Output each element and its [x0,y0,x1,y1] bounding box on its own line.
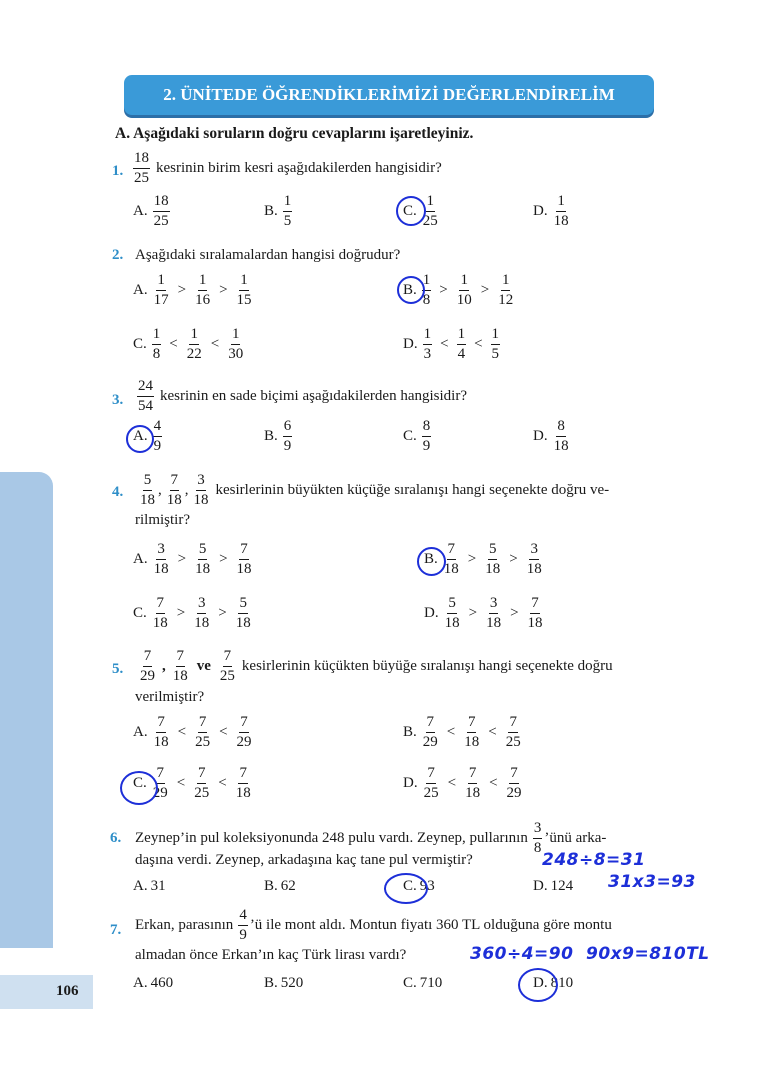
unit-title: 2. ÜNİTEDE ÖĞRENDİKLERİMİZİ DEĞERLENDİRELİM [163,85,615,104]
question-3-stem [135,378,467,415]
section-heading: A. Aşağıdaki soruların doğru cevaplarını işaretleyiniz. [115,125,474,142]
answer-circle-mark [384,873,428,904]
answer-circle-mark [397,276,425,304]
question-text: kesirlerinin küçükten büyüğe sıralanışı hangi seçenekte doğru [241,658,613,674]
question-text: Erkan, parasının [135,917,234,933]
answer-circle-mark [417,547,446,576]
question-text: Zeynep’in pul koleksiyonunda 248 pulu vardı. Zeynep, pullarının [135,830,528,846]
fraction: $\frac{18}{25}$ [134,150,149,186]
option-5c[interactable]: C. $\frac{7}{29}$ < $\frac{7}{25}$ < $\frac{7}{18}$ [133,765,251,801]
question-text-continued: almadan önce Erkan’ın kaç Türk lirası vardı? [135,947,407,963]
option-3c[interactable]: C. $\frac{8}{9}$ [403,418,431,454]
option-1a[interactable]: A. $\frac{18}{25}$ [133,193,169,229]
option-2a[interactable]: A. $\frac{1}{17}$ > $\frac{1}{16}$ > $\frac{1}{15}$ [133,272,252,308]
option-7d[interactable]: D. 810 [533,975,574,991]
option-2d[interactable]: D. $\frac{1}{3}$ < $\frac{1}{4}$ < $\frac{1}{5}$ [403,326,500,362]
question-number: 1. [112,163,124,179]
handwritten-note: 248÷8=31 [542,850,646,870]
option-1d[interactable]: D. $\frac{1}{18}$ [533,193,569,229]
answer-circle-mark [518,968,558,1002]
handwritten-note: 31x3=93 [608,872,696,892]
question-text: kesirlerinin büyükten küçüğe sıralanışı hangi seçenekte doğru ve- [215,482,610,498]
option-4c[interactable]: C. $\frac{7}{18}$ > $\frac{3}{18}$ > $\frac{5}{18}$ [133,595,251,631]
question-number: 4. [112,484,124,500]
option-5b[interactable]: B. $\frac{7}{29}$ < $\frac{7}{18}$ < $\frac{7}{25}$ [403,714,521,750]
answer-circle-mark [126,425,154,453]
question-number: 3. [112,392,124,408]
question-1-stem [131,150,442,187]
question-text-continued: rilmiştir? [135,512,190,528]
unit-banner [124,75,654,115]
page-number-box [0,975,93,1009]
question-number: 2. [112,247,124,263]
option-7c[interactable]: C. 710 [403,975,443,991]
question-number: 6. [110,830,122,846]
option-1c[interactable]: C. $\frac{1}{25}$ [403,193,438,229]
question-text: kesrinin birim kesri aşağıdakilerden hangisidir? [156,160,442,176]
option-1b[interactable]: B. $\frac{1}{5}$ [264,193,292,229]
page-number: 106 [56,983,79,999]
question-text: kesrinin en sade biçimi aşağıdakilerden hangisidir? [160,388,467,404]
option-6b[interactable]: B. 62 [264,878,296,894]
option-6a[interactable]: A. 31 [133,878,166,894]
option-7b[interactable]: B. 520 [264,975,304,991]
option-5d[interactable]: D. $\frac{7}{25}$ < $\frac{7}{18}$ < $\frac{7}{29}$ [403,765,522,801]
option-6c[interactable]: C. 93 [403,878,435,894]
option-5a[interactable]: A. $\frac{7}{18}$ < $\frac{7}{25}$ < $\frac{7}{29}$ [133,714,252,750]
question-5-stem: $\frac{7}{29}$ , $\frac{7}{18}$ ve $\frac{7}{25}$ kesirlerinin küçükten büyüğe sıralanışı hangi seçenekte doğru [140,648,613,684]
option-2b[interactable]: B. $\frac{1}{8}$ > $\frac{1}{10}$ > $\frac{1}{12}$ [403,272,514,308]
question-6-stem: Zeynep’in pul koleksiyonunda 248 pulu vardı. Zeynep, pullarının $\frac{3}{8}$ ’ünü arka- [135,820,607,856]
question-text-continued: verilmiştir? [135,689,205,705]
fraction: $\frac{24}{54}$ [138,378,153,414]
side-tab-decoration [0,472,53,948]
option-3a[interactable]: A. $\frac{4}{9}$ [133,418,162,454]
option-7a[interactable]: A. 460 [133,975,174,991]
option-4b[interactable]: B. $\frac{7}{18}$ > $\frac{5}{18}$ > $\frac{3}{18}$ [424,541,542,577]
option-3d[interactable]: D. $\frac{8}{18}$ [533,418,569,454]
option-4a[interactable]: A. $\frac{3}{18}$ > $\frac{5}{18}$ > $\frac{7}{18}$ [133,541,252,577]
question-text: Aşağıdaki sıralamalardan hangisi doğrudur? [135,247,401,263]
handwritten-note: 90x9=810TL [586,944,710,964]
option-6d[interactable]: D. 124 [533,878,574,894]
question-text-continued: daşına verdi. Zeynep, arkadaşına kaç tane pul vermiştir? [135,852,473,868]
option-2c[interactable]: C. $\frac{1}{8}$ < $\frac{1}{22}$ < $\frac{1}{30}$ [133,326,244,362]
handwritten-note: 360÷4=90 [470,944,574,964]
question-7-stem: Erkan, parasının $\frac{4}{9}$ ’ü ile mont aldı. Montun fiyatı 360 TL olduğuna göre montu [135,907,612,943]
option-4d[interactable]: D. $\frac{5}{18}$ > $\frac{3}{18}$ > $\frac{7}{18}$ [424,595,543,631]
question-number: 7. [110,922,122,938]
answer-circle-mark [120,771,158,805]
question-4-stem: $\frac{5}{18}$ , $\frac{7}{18}$ , $\frac{3}{18}$ kesirlerinin büyükten küçüğe sıralanışı hangi seçenekte doğru ve- [140,472,610,508]
option-3b[interactable]: B. $\frac{6}{9}$ [264,418,292,454]
question-number: 5. [112,661,124,677]
answer-circle-mark [396,196,426,226]
